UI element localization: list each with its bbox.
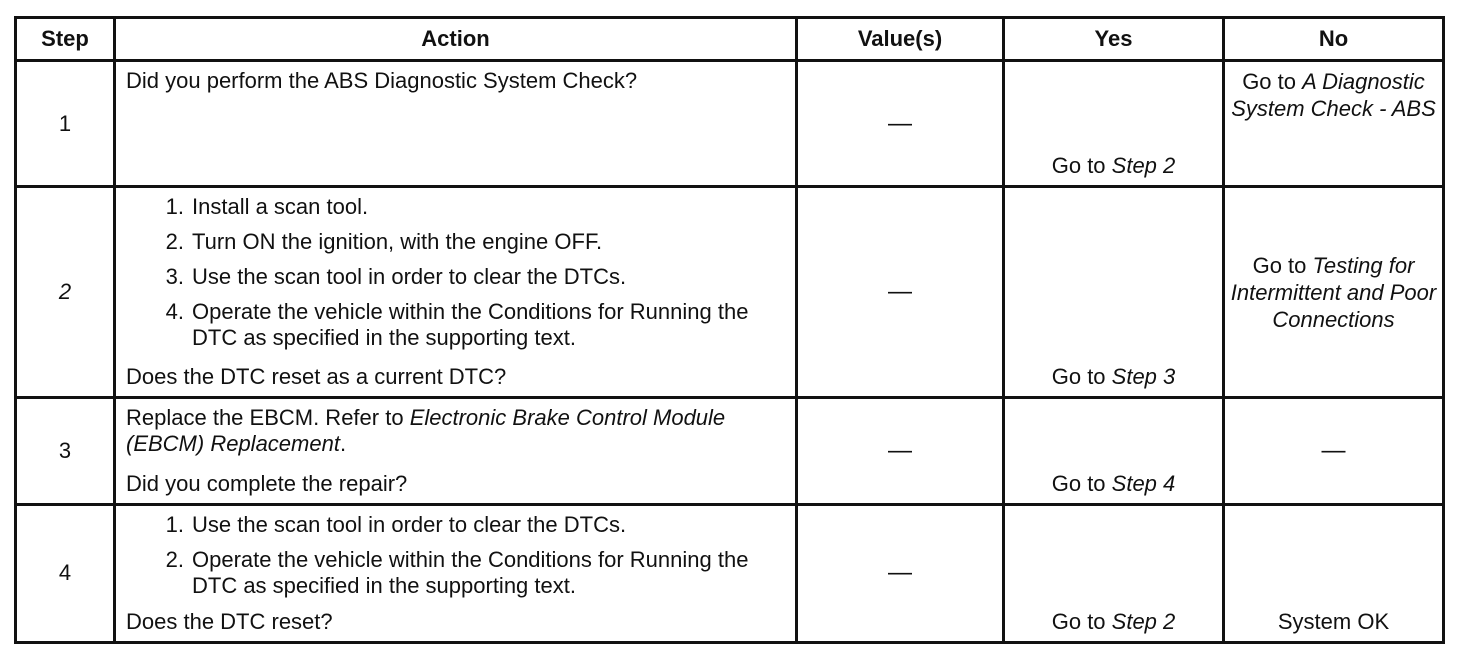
no-cell: System OK <box>1224 504 1444 643</box>
action-question: Does the DTC reset as a current DTC? <box>126 364 507 390</box>
action-cell <box>115 187 797 398</box>
header-no: No <box>1224 18 1444 61</box>
header-action: Action <box>115 18 797 61</box>
no-prefix: Go to <box>1242 69 1303 94</box>
value-cell: — <box>797 398 1004 504</box>
diagnostic-table <box>14 16 1445 644</box>
substep-number: 2. <box>165 229 184 255</box>
substep-number: 4. <box>165 299 184 325</box>
list-item <box>126 547 785 599</box>
action-link[interactable]: Electronic Brake Control Module (EBCM) Replacement <box>126 405 726 457</box>
header-yes: Yes <box>1004 18 1224 61</box>
no-cell: — <box>1224 398 1444 504</box>
substep-text: Use the scan tool in order to clear the DTCs. <box>192 511 627 537</box>
yes-link[interactable]: Step 4 <box>1111 470 1176 496</box>
substep-list <box>126 512 785 608</box>
list-item <box>126 512 785 538</box>
substep-text: Operate the vehicle within the Conditions for Running the DTC as specified in the supporting text. <box>192 299 749 351</box>
no-prefix: Go to <box>1252 252 1313 278</box>
substep-number: 1. <box>165 511 184 537</box>
action-suffix: . <box>339 431 347 457</box>
substep-text: Operate the vehicle within the Conditions for Running the DTC as specified in the supporting text. <box>192 546 749 598</box>
value-cell: — <box>797 504 1004 643</box>
list-item <box>126 299 785 351</box>
substep-text: Install a scan tool. <box>192 194 369 220</box>
no-cell <box>1224 187 1444 398</box>
action-question: Did you complete the repair? <box>126 470 408 496</box>
header-values: Value(s) <box>797 18 1004 61</box>
list-item <box>126 229 785 255</box>
list-item <box>126 194 785 220</box>
yes-link[interactable]: Step 3 <box>1111 364 1176 390</box>
step-number: 3 <box>16 398 115 504</box>
step-number: 1 <box>16 61 115 187</box>
yes-prefix: Go to <box>1051 153 1112 179</box>
yes-prefix: Go to <box>1051 609 1112 634</box>
table-row <box>16 187 1444 398</box>
no-link[interactable]: A Diagnostic System Check - ABS <box>1231 69 1436 121</box>
value-cell: — <box>797 61 1004 187</box>
substep-number: 2. <box>165 546 184 572</box>
step-number: 4 <box>16 504 115 643</box>
substep-text: Use the scan tool in order to clear the DTCs. <box>192 264 627 290</box>
table-row <box>16 61 1444 187</box>
substep-number: 1. <box>165 194 184 220</box>
action-text: Did you perform the ABS Diagnostic System Check? <box>126 68 638 93</box>
substep-list <box>126 194 785 360</box>
table-row <box>16 398 1444 504</box>
yes-cell <box>1004 187 1224 398</box>
action-question: Does the DTC reset? <box>126 609 333 634</box>
action-prefix: Replace the EBCM. Refer to <box>126 405 410 431</box>
yes-prefix: Go to <box>1051 364 1112 390</box>
no-cell <box>1224 61 1444 187</box>
header-step: Step <box>16 18 115 61</box>
yes-prefix: Go to <box>1051 470 1112 496</box>
substep-text: Turn ON the ignition, with the engine OFF. <box>192 229 603 255</box>
value-cell: — <box>797 187 1004 398</box>
yes-link[interactable]: Step 2 <box>1111 609 1176 634</box>
action-cell <box>115 398 797 504</box>
substep-number: 3. <box>165 264 184 290</box>
table-row <box>16 504 1444 643</box>
yes-link[interactable]: Step 2 <box>1111 153 1176 179</box>
step-number: 2 <box>16 187 115 398</box>
action-cell <box>115 61 797 187</box>
action-text <box>126 405 785 457</box>
yes-cell <box>1004 61 1224 187</box>
no-link[interactable]: Testing for Intermittent and Poor Connections <box>1230 252 1437 332</box>
action-cell <box>115 504 797 643</box>
list-item <box>126 264 785 290</box>
yes-cell <box>1004 504 1224 643</box>
header-row <box>16 18 1444 61</box>
yes-cell <box>1004 398 1224 504</box>
